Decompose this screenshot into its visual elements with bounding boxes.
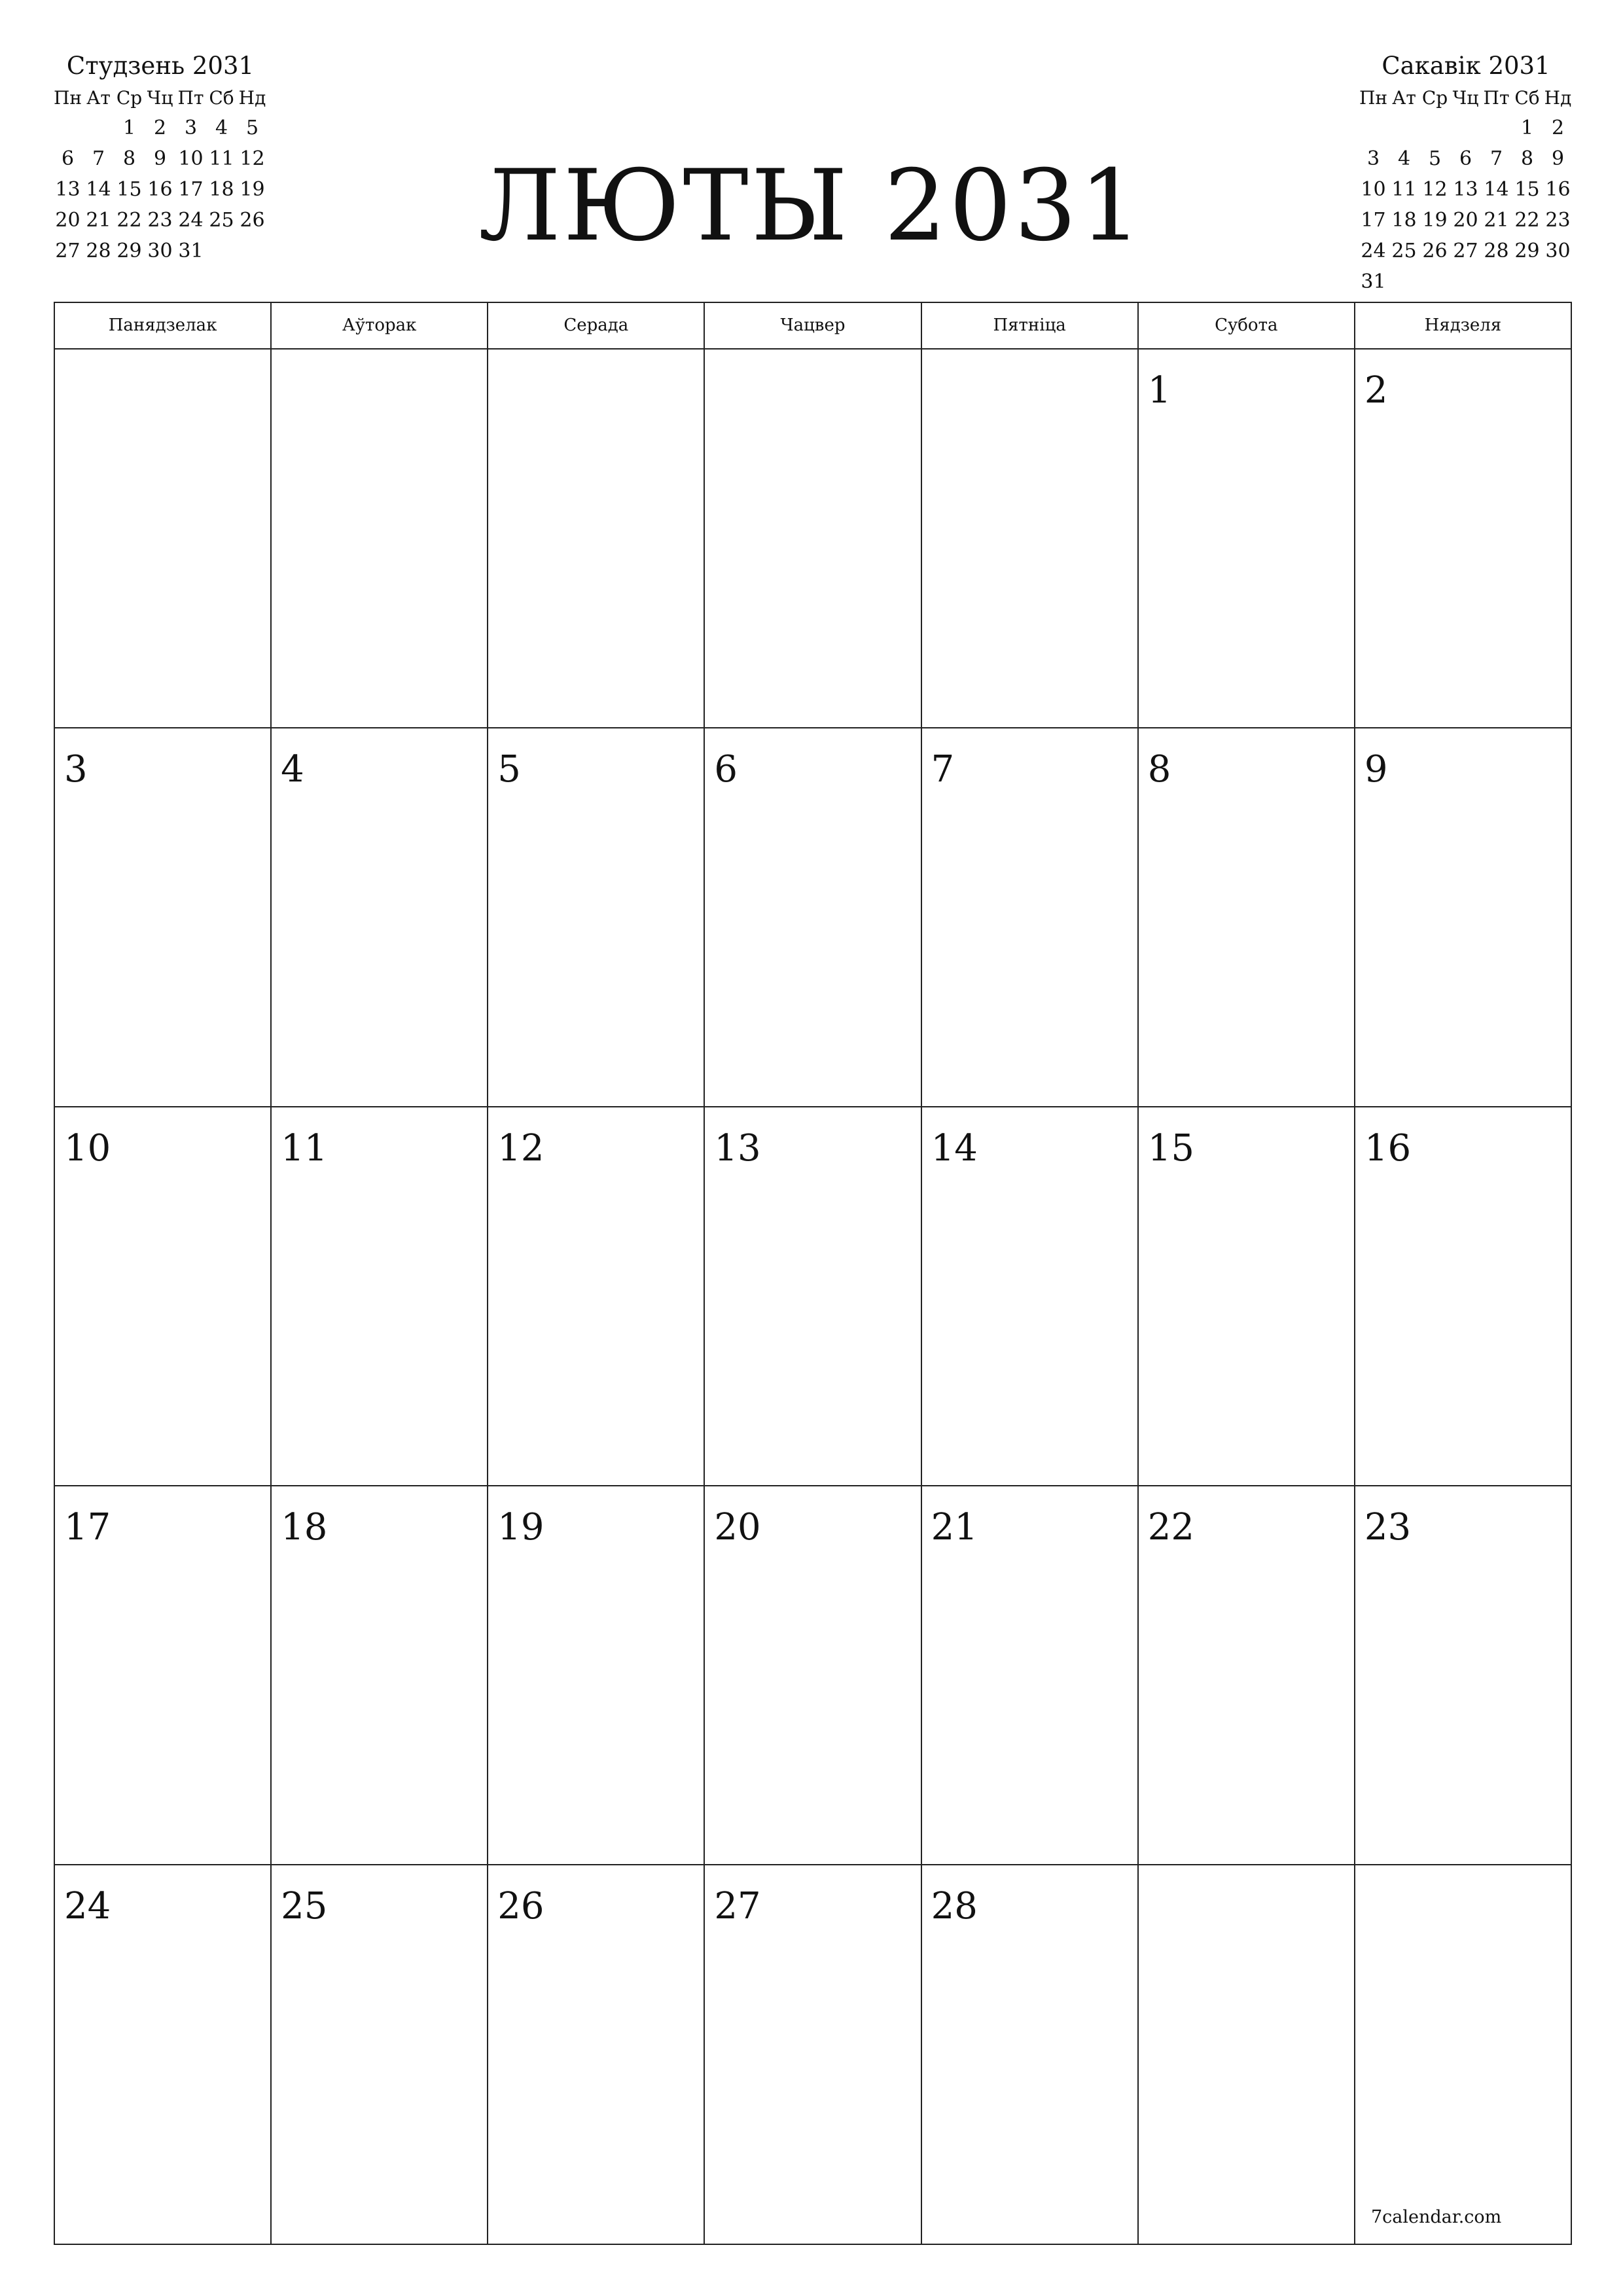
week-row bbox=[55, 1865, 1571, 2244]
day-number: 2 bbox=[1364, 369, 1388, 412]
day-cell[interactable] bbox=[488, 1865, 705, 2244]
mini-calendar-next-weekdays bbox=[1358, 84, 1574, 113]
mini-week-row bbox=[52, 174, 268, 205]
day-cell[interactable] bbox=[272, 350, 488, 727]
mini-week-row bbox=[52, 205, 268, 236]
day-number: 8 bbox=[1147, 748, 1171, 791]
mini-calendar-prev-title: Студзень 2031 bbox=[66, 52, 255, 80]
mini-day: 30 bbox=[147, 240, 173, 262]
day-number: 20 bbox=[714, 1506, 761, 1549]
mini-week-row bbox=[52, 113, 268, 143]
mini-day: 14 bbox=[86, 178, 111, 201]
mini-day: 12 bbox=[1422, 178, 1448, 201]
weekday-header-row bbox=[55, 303, 1571, 350]
day-number: 6 bbox=[714, 748, 738, 791]
mini-day bbox=[1450, 113, 1481, 143]
mini-weekday: Чц bbox=[147, 87, 173, 109]
day-number: 10 bbox=[64, 1127, 111, 1170]
day-number: 22 bbox=[1147, 1506, 1194, 1549]
weekday-header: Аўторак bbox=[272, 303, 488, 348]
mini-day: 13 bbox=[1453, 178, 1478, 201]
mini-weekday: Пн bbox=[1359, 87, 1388, 109]
mini-day: 30 bbox=[1545, 240, 1571, 262]
mini-day bbox=[237, 236, 268, 266]
day-number: 4 bbox=[281, 748, 304, 791]
mini-day: 10 bbox=[178, 147, 204, 170]
mini-calendar-prev-weekdays bbox=[52, 84, 268, 113]
mini-day: 4 bbox=[215, 117, 228, 139]
day-number: 17 bbox=[64, 1506, 111, 1549]
mini-day: 28 bbox=[1484, 240, 1509, 262]
mini-day: 16 bbox=[147, 178, 173, 201]
mini-day bbox=[1512, 266, 1543, 297]
weekday-header: Панядзелак bbox=[55, 303, 272, 348]
mini-day: 8 bbox=[1520, 147, 1534, 170]
mini-day: 9 bbox=[1551, 147, 1565, 170]
mini-day bbox=[1543, 266, 1573, 297]
mini-day bbox=[1419, 266, 1450, 297]
mini-day: 24 bbox=[1361, 240, 1386, 262]
mini-week-row bbox=[1358, 236, 1574, 266]
day-cell[interactable] bbox=[488, 1486, 705, 1864]
mini-weekday: Ср bbox=[116, 87, 143, 109]
weekday-header: Нядзеля bbox=[1424, 315, 1502, 335]
day-cell[interactable] bbox=[922, 1865, 1139, 2244]
mini-weekday: Пн bbox=[53, 87, 82, 109]
day-cell[interactable] bbox=[272, 1865, 488, 2244]
mini-day: 9 bbox=[153, 147, 167, 170]
day-number: 9 bbox=[1364, 748, 1388, 791]
mini-day bbox=[1481, 266, 1512, 297]
day-number: 23 bbox=[1364, 1506, 1412, 1549]
mini-week-row bbox=[52, 236, 268, 266]
day-number: 12 bbox=[497, 1127, 544, 1170]
day-cell[interactable] bbox=[1355, 1865, 1571, 2244]
mini-day: 5 bbox=[245, 117, 259, 139]
day-cell[interactable] bbox=[922, 1107, 1139, 1485]
day-cell[interactable] bbox=[1355, 728, 1571, 1106]
day-cell[interactable] bbox=[1139, 1486, 1355, 1864]
day-cell[interactable] bbox=[1355, 350, 1571, 727]
day-number: 16 bbox=[1364, 1127, 1412, 1170]
mini-day: 2 bbox=[153, 117, 167, 139]
day-cell[interactable] bbox=[1139, 350, 1355, 727]
mini-day bbox=[1389, 266, 1419, 297]
mini-day: 10 bbox=[1361, 178, 1386, 201]
day-cell[interactable] bbox=[55, 350, 272, 727]
mini-day: 26 bbox=[240, 209, 265, 232]
mini-day: 25 bbox=[1391, 240, 1417, 262]
weekday-header: Субота bbox=[1139, 303, 1355, 348]
mini-day: 3 bbox=[1366, 147, 1380, 170]
day-number: 1 bbox=[1147, 369, 1171, 412]
week-row bbox=[55, 1107, 1571, 1486]
day-cell[interactable] bbox=[705, 350, 921, 727]
mini-day bbox=[1389, 113, 1419, 143]
day-number: 25 bbox=[281, 1885, 328, 1928]
mini-day bbox=[1358, 113, 1389, 143]
mini-day: 15 bbox=[116, 178, 142, 201]
day-cell[interactable] bbox=[272, 1486, 488, 1864]
mini-day: 29 bbox=[1514, 240, 1540, 262]
day-cell[interactable] bbox=[488, 728, 705, 1106]
mini-day: 22 bbox=[1514, 209, 1540, 232]
day-number: 26 bbox=[497, 1885, 544, 1928]
mini-day: 25 bbox=[209, 209, 234, 232]
mini-day: 15 bbox=[1514, 178, 1540, 201]
mini-day: 16 bbox=[1545, 178, 1571, 201]
mini-weekday: Нд bbox=[1544, 87, 1572, 109]
day-cell[interactable] bbox=[705, 1486, 921, 1864]
mini-day: 12 bbox=[240, 147, 265, 170]
day-number: 15 bbox=[1147, 1127, 1194, 1170]
mini-day: 6 bbox=[61, 147, 75, 170]
day-number: 21 bbox=[931, 1506, 978, 1549]
day-number: 13 bbox=[714, 1127, 761, 1170]
mini-week-row bbox=[1358, 113, 1574, 143]
day-cell[interactable] bbox=[272, 1107, 488, 1485]
day-number: 11 bbox=[281, 1127, 328, 1170]
mini-day: 1 bbox=[1520, 117, 1534, 139]
mini-calendar-prev bbox=[52, 50, 268, 266]
mini-day: 11 bbox=[209, 147, 234, 170]
mini-weekday: Ср bbox=[1421, 87, 1448, 109]
mini-weekday: Чц bbox=[1452, 87, 1479, 109]
week-row bbox=[55, 728, 1571, 1107]
day-cell[interactable] bbox=[55, 1486, 272, 1864]
mini-day: 28 bbox=[86, 240, 111, 262]
mini-week-row bbox=[52, 143, 268, 174]
mini-day bbox=[52, 113, 83, 143]
weekday-header: Пятніца bbox=[922, 303, 1139, 348]
mini-day: 17 bbox=[1361, 209, 1386, 232]
mini-day: 2 bbox=[1551, 117, 1565, 139]
mini-day bbox=[83, 113, 114, 143]
month-grid bbox=[54, 302, 1572, 2245]
mini-weekday: Сб bbox=[1514, 87, 1540, 109]
day-cell[interactable] bbox=[1355, 1107, 1571, 1485]
day-number: 14 bbox=[931, 1127, 978, 1170]
mini-day bbox=[1481, 113, 1512, 143]
mini-weekday: Нд bbox=[238, 87, 266, 109]
mini-day: 7 bbox=[92, 147, 105, 170]
day-number: 5 bbox=[497, 748, 521, 791]
mini-week-row bbox=[1358, 174, 1574, 205]
day-cell[interactable] bbox=[1139, 1107, 1355, 1485]
mini-weekday: Сб bbox=[209, 87, 234, 109]
mini-calendar-next-title: Сакавік 2031 bbox=[1382, 52, 1550, 80]
mini-day: 21 bbox=[1484, 209, 1509, 232]
day-cell[interactable] bbox=[922, 1486, 1139, 1864]
mini-weekday: Пт bbox=[1483, 87, 1510, 109]
mini-day: 31 bbox=[1361, 270, 1386, 293]
mini-day bbox=[1450, 266, 1481, 297]
day-cell[interactable] bbox=[55, 1107, 272, 1485]
mini-day: 20 bbox=[1453, 209, 1478, 232]
mini-day: 27 bbox=[55, 240, 80, 262]
day-cell[interactable] bbox=[272, 728, 488, 1106]
weekday-header: Серада bbox=[488, 303, 705, 348]
day-cell[interactable] bbox=[488, 350, 705, 727]
mini-day: 6 bbox=[1459, 147, 1472, 170]
day-number: 7 bbox=[931, 748, 955, 791]
mini-week-row bbox=[1358, 266, 1574, 297]
day-number: 19 bbox=[497, 1506, 544, 1549]
footer-credit: 7calendar.com bbox=[1371, 2207, 1502, 2227]
mini-day: 19 bbox=[240, 178, 265, 201]
page-title: ЛЮТЫ 2031 bbox=[478, 149, 1145, 263]
day-number: 24 bbox=[64, 1885, 111, 1928]
mini-weekday: Пт bbox=[177, 87, 204, 109]
mini-day: 24 bbox=[178, 209, 204, 232]
mini-day: 5 bbox=[1428, 147, 1442, 170]
mini-day: 14 bbox=[1484, 178, 1509, 201]
mini-day: 8 bbox=[122, 147, 136, 170]
mini-day: 27 bbox=[1453, 240, 1478, 262]
mini-day: 23 bbox=[1545, 209, 1571, 232]
mini-day: 20 bbox=[55, 209, 80, 232]
mini-day: 18 bbox=[209, 178, 234, 201]
day-cell[interactable] bbox=[922, 728, 1139, 1106]
mini-day: 18 bbox=[1391, 209, 1417, 232]
mini-day: 11 bbox=[1391, 178, 1417, 201]
day-cell[interactable] bbox=[705, 1865, 921, 2244]
mini-week-row bbox=[1358, 143, 1574, 174]
mini-day bbox=[206, 236, 237, 266]
day-cell[interactable] bbox=[705, 1107, 921, 1485]
day-number: 28 bbox=[931, 1885, 978, 1928]
mini-week-row bbox=[1358, 205, 1574, 236]
mini-day: 21 bbox=[86, 209, 111, 232]
mini-day: 1 bbox=[122, 117, 136, 139]
weekday-header: Чацвер bbox=[705, 303, 921, 348]
mini-day: 26 bbox=[1422, 240, 1448, 262]
day-cell[interactable] bbox=[55, 1865, 272, 2244]
mini-weekday: Ат bbox=[1392, 87, 1416, 109]
day-cell[interactable] bbox=[1139, 1865, 1355, 2244]
mini-day: 3 bbox=[184, 117, 198, 139]
mini-calendar-next bbox=[1358, 50, 1574, 297]
day-cell[interactable] bbox=[705, 728, 921, 1106]
mini-weekday: Ат bbox=[86, 87, 111, 109]
mini-day: 13 bbox=[55, 178, 80, 201]
week-row bbox=[55, 350, 1571, 728]
day-cell[interactable] bbox=[55, 728, 272, 1106]
mini-day: 17 bbox=[178, 178, 204, 201]
mini-day: 7 bbox=[1489, 147, 1503, 170]
mini-day: 22 bbox=[116, 209, 142, 232]
mini-day: 29 bbox=[116, 240, 142, 262]
day-number: 18 bbox=[281, 1506, 328, 1549]
mini-day bbox=[1419, 113, 1450, 143]
day-cell[interactable] bbox=[922, 350, 1139, 727]
mini-day: 4 bbox=[1397, 147, 1411, 170]
mini-day: 19 bbox=[1422, 209, 1448, 232]
day-number: 27 bbox=[714, 1885, 761, 1928]
day-number: 3 bbox=[64, 748, 88, 791]
day-cell[interactable] bbox=[1139, 728, 1355, 1106]
mini-day: 23 bbox=[147, 209, 173, 232]
day-cell[interactable] bbox=[1355, 1486, 1571, 1864]
day-cell[interactable] bbox=[488, 1107, 705, 1485]
week-row bbox=[55, 1486, 1571, 1865]
mini-day: 31 bbox=[178, 240, 204, 262]
